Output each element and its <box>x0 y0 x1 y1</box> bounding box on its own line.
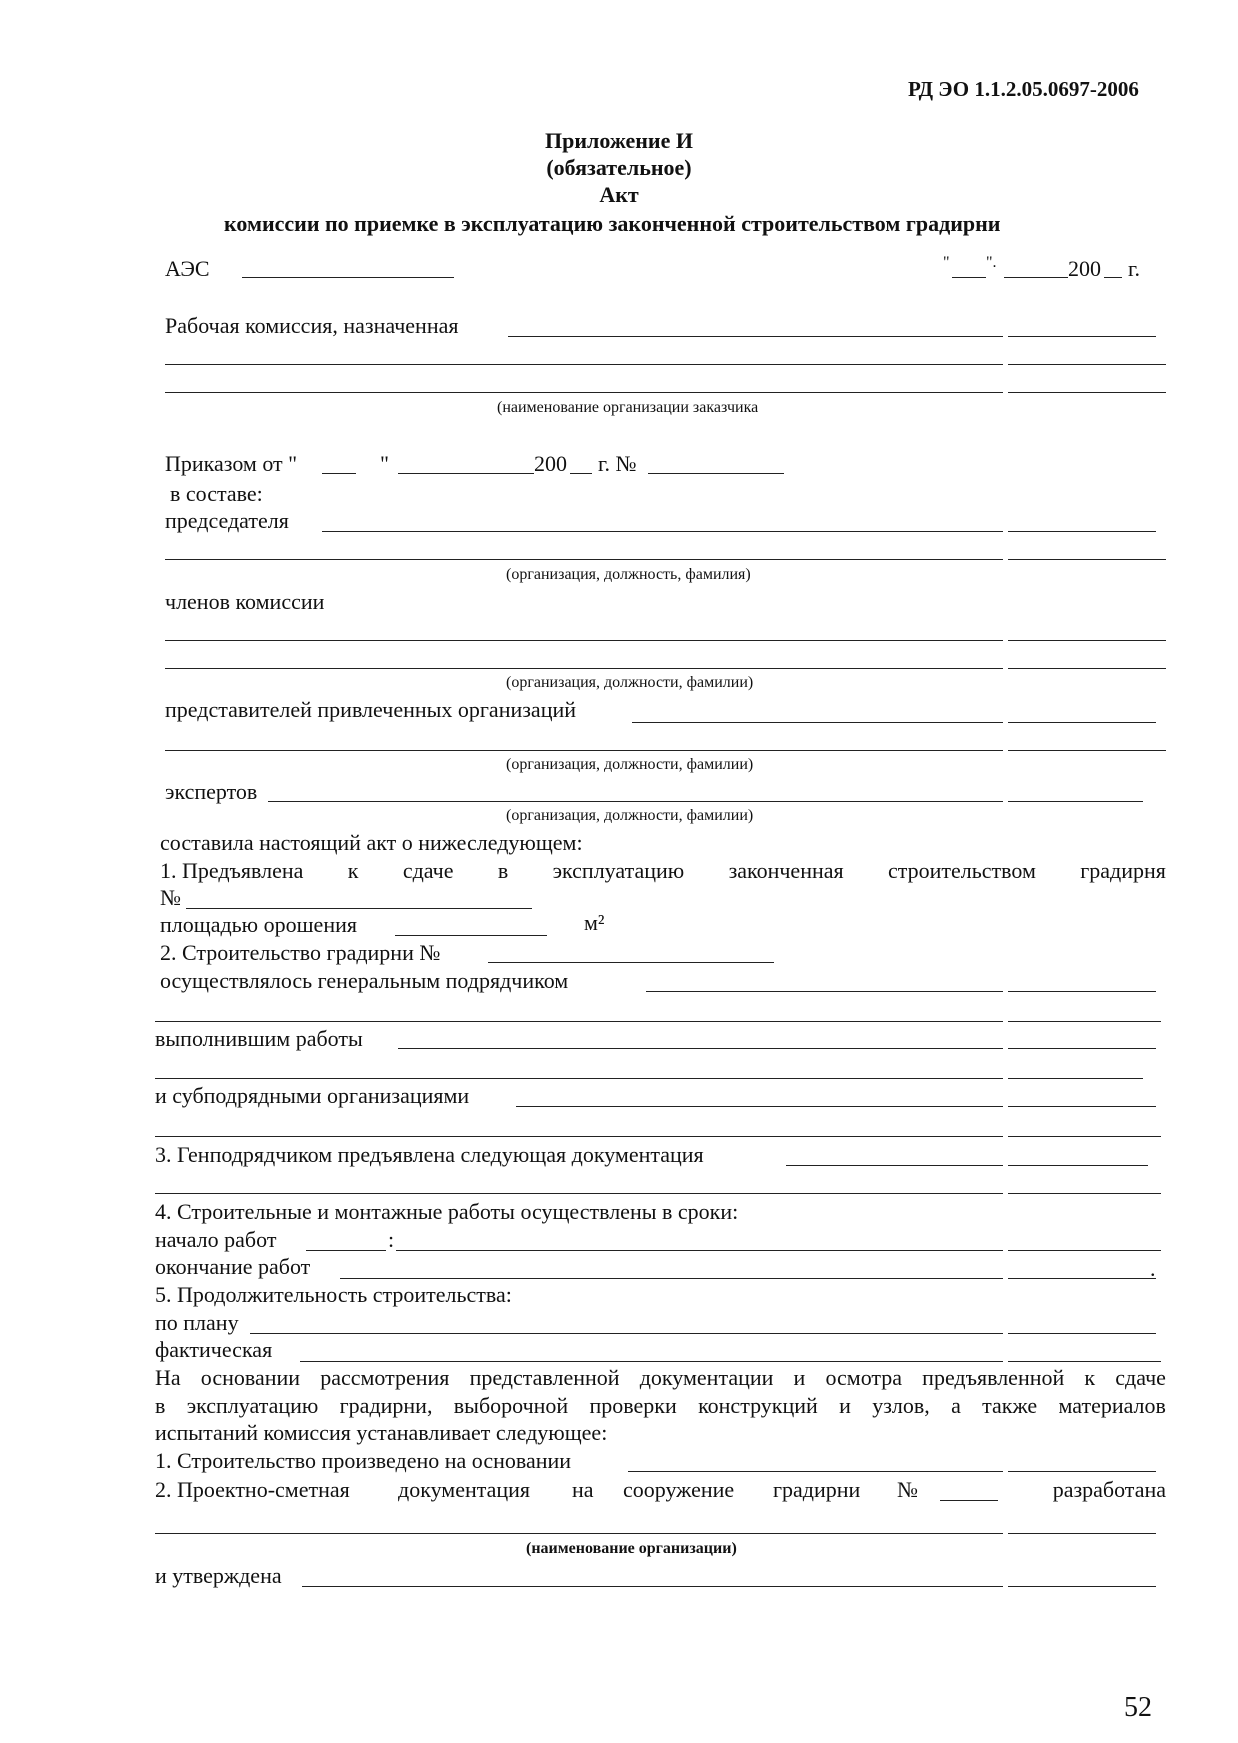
approved-field[interactable] <box>302 1586 1003 1587</box>
members-caption: (организация, должности, фамилии) <box>506 674 754 691</box>
subcontractors-label: и субподрядными организациями <box>155 1083 470 1108</box>
act-subtitle: комиссии по приемке в эксплуатацию законченной строительством градирни <box>224 211 1001 236</box>
date-month-field[interactable] <box>1004 277 1068 278</box>
para-word: конструкций <box>698 1393 818 1418</box>
para-word: На <box>155 1365 181 1390</box>
actual-field[interactable] <box>300 1361 1003 1362</box>
para-word: а <box>951 1393 961 1418</box>
para-word: выборочной <box>453 1393 569 1418</box>
subcontractors-field[interactable] <box>516 1106 1003 1107</box>
subcontractors-field[interactable] <box>155 1136 1003 1137</box>
commission-label: Рабочая комиссия, назначенная <box>165 313 459 338</box>
commission-field[interactable] <box>1008 392 1166 393</box>
performed-field[interactable] <box>398 1048 1003 1049</box>
finding1-label: 1. Строительство произведено на основании <box>155 1448 572 1473</box>
para-word: к <box>1084 1365 1096 1390</box>
appendix-title: Приложение И <box>545 128 693 153</box>
order-quote-close: " <box>380 451 389 476</box>
order-month-field[interactable] <box>398 473 534 474</box>
aes-label: АЭС <box>165 256 210 281</box>
para-word: в <box>155 1393 166 1418</box>
item2-label: 2. Строительство градирни № <box>160 940 441 965</box>
order-year-field[interactable] <box>570 473 592 474</box>
representatives-field[interactable] <box>632 722 1003 723</box>
experts-field[interactable] <box>1008 801 1143 802</box>
performed-label: выполнившим работы <box>155 1026 363 1051</box>
end-field[interactable] <box>340 1278 1003 1279</box>
experts-field[interactable] <box>268 801 1003 802</box>
chairman-caption: (организация, должность, фамилия) <box>506 566 751 583</box>
finding2-line <box>155 1477 1166 1503</box>
performed-field[interactable] <box>1008 1048 1156 1049</box>
actual-label: фактическая <box>155 1337 273 1362</box>
commission-field[interactable] <box>1008 364 1166 365</box>
representatives-field[interactable] <box>1008 750 1166 751</box>
start-field[interactable] <box>396 1250 1003 1251</box>
developer-field[interactable] <box>155 1533 1003 1534</box>
finding2-word: № <box>897 1477 918 1502</box>
members-field[interactable] <box>165 668 1003 669</box>
finding1-field[interactable] <box>628 1471 1003 1472</box>
commission-field[interactable] <box>508 336 1003 337</box>
item4-label: 4. Строительные и монтажные работы осуществлены в сроки: <box>155 1199 739 1224</box>
item3-field[interactable] <box>155 1193 1003 1194</box>
para-word: и <box>839 1393 851 1418</box>
item1-word: строительством <box>887 858 1036 883</box>
para-word: основании <box>200 1365 301 1390</box>
general-contractor-field[interactable] <box>1008 1021 1161 1022</box>
commission-field[interactable] <box>165 364 1003 365</box>
findings-paragraph-line: испытаний комиссия устанавливает следующее: <box>155 1420 608 1445</box>
item3-field[interactable] <box>1008 1165 1148 1166</box>
general-contractor-field[interactable] <box>155 1021 1003 1022</box>
finding2-word: 2. Проектно-сметная <box>155 1477 350 1502</box>
members-field[interactable] <box>165 640 1003 641</box>
item2-number-field[interactable] <box>488 962 774 963</box>
item3-label: 3. Генподрядчиком предъявлена следующая документация <box>155 1142 704 1167</box>
actual-field[interactable] <box>1008 1361 1161 1362</box>
chairman-field[interactable] <box>1008 531 1156 532</box>
date-quote-close: ". <box>986 254 997 271</box>
chairman-label: председателя <box>165 508 289 533</box>
item1-number-field[interactable] <box>186 908 532 909</box>
commission-field[interactable] <box>165 392 1003 393</box>
item1-word: к <box>347 858 359 883</box>
para-word: эксплуатацию <box>186 1393 319 1418</box>
finding2-word: документация <box>398 1477 531 1502</box>
appendix-status: (обязательное) <box>546 155 692 180</box>
plan-label: по плану <box>155 1310 239 1335</box>
finding2-dev: разработана <box>1052 1477 1166 1502</box>
para-word: документации <box>639 1365 774 1390</box>
representatives-caption: (организация, должности, фамилии) <box>506 756 754 773</box>
para-word: предъявленной <box>922 1365 1065 1390</box>
finding2-number-field[interactable] <box>940 1500 998 1501</box>
date-year-field[interactable] <box>1104 277 1122 278</box>
para-word: сдаче <box>1115 1365 1166 1390</box>
start-field[interactable] <box>1008 1250 1161 1251</box>
experts-caption: (организация, должности, фамилии) <box>506 807 754 824</box>
para-word: также <box>982 1393 1038 1418</box>
chairman-field[interactable] <box>322 531 1003 532</box>
finding1-field[interactable] <box>1008 1471 1156 1472</box>
general-contractor-label: осуществлялось генеральным подрядчиком <box>160 968 569 993</box>
chairman-field[interactable] <box>165 559 1003 560</box>
general-contractor-field[interactable] <box>1008 991 1156 992</box>
commission-caption: (наименование организации заказчика <box>497 399 759 416</box>
order-year-prefix: 200 <box>534 451 567 476</box>
performed-field[interactable] <box>155 1078 1003 1079</box>
start-colon: : <box>388 1227 395 1252</box>
finding2-word: градирни <box>773 1477 861 1502</box>
start-label: начало работ <box>155 1227 277 1252</box>
date-year-suffix: г. <box>1128 256 1141 281</box>
order-number-field[interactable] <box>648 473 784 474</box>
approved-field[interactable] <box>1008 1586 1156 1587</box>
act-title: Акт <box>599 182 639 207</box>
subcontractors-field[interactable] <box>1008 1106 1156 1107</box>
plan-field[interactable] <box>250 1333 1003 1334</box>
commission-field[interactable] <box>1008 336 1156 337</box>
order-day-field[interactable] <box>322 473 356 474</box>
item3-field[interactable] <box>1008 1193 1161 1194</box>
area-unit: м² <box>584 910 605 935</box>
representatives-label: представителей привлеченных организаций <box>165 697 577 722</box>
experts-label: экспертов <box>165 779 258 804</box>
para-word: и <box>793 1365 806 1390</box>
general-contractor-field[interactable] <box>646 991 1003 992</box>
end-dot: . <box>1150 1256 1156 1281</box>
developer-caption: (наименование организации) <box>526 1540 737 1557</box>
area-label: площадью орошения <box>160 912 357 937</box>
date-quote-open: " <box>943 254 950 271</box>
plan-field[interactable] <box>1008 1333 1156 1334</box>
para-word: проверки <box>589 1393 677 1418</box>
performed-field[interactable] <box>1008 1078 1143 1079</box>
para-word: осмотра <box>825 1365 903 1390</box>
members-field[interactable] <box>1008 668 1166 669</box>
area-field[interactable] <box>395 935 547 936</box>
members-label: членов комиссии <box>165 589 325 614</box>
item1-number-label: № <box>160 885 181 910</box>
page-number: 52 <box>1124 1692 1152 1723</box>
order-label: Приказом от " <box>165 451 298 476</box>
finding2-word: на <box>572 1477 594 1502</box>
end-label: окончание работ <box>155 1254 311 1279</box>
finding2-word: сооружение <box>623 1477 735 1502</box>
composition-label: в составе: <box>170 481 263 506</box>
item3-field[interactable] <box>786 1165 1003 1166</box>
order-number-label: г. № <box>598 451 637 476</box>
date-day-field[interactable] <box>952 277 986 278</box>
approved-label: и утверждена <box>155 1563 282 1588</box>
item1-word: эксплуатацию <box>552 858 685 883</box>
item1-line <box>160 858 1166 884</box>
date-year-prefix: 200 <box>1068 256 1101 281</box>
end-field[interactable] <box>1008 1278 1156 1279</box>
para-word: узлов, <box>872 1393 930 1418</box>
item5-label: 5. Продолжительность строительства: <box>155 1282 512 1307</box>
representatives-field[interactable] <box>1008 722 1156 723</box>
para-word: рассмотрения <box>320 1365 450 1390</box>
item1-word: градирня <box>1080 858 1166 883</box>
developer-field[interactable] <box>1008 1533 1156 1534</box>
representatives-field[interactable] <box>165 750 1003 751</box>
para-word: градирни, <box>339 1393 433 1418</box>
item1-word: 1. Предъявлена <box>160 858 304 883</box>
members-field[interactable] <box>1008 640 1166 641</box>
findings-paragraph-line <box>155 1393 1166 1419</box>
aes-field[interactable] <box>242 277 454 278</box>
item1-word: сдаче <box>402 858 454 883</box>
para-word: материалов <box>1058 1393 1166 1418</box>
start-date-field[interactable] <box>306 1250 386 1251</box>
item1-word: в <box>497 858 509 883</box>
item1-word: законченная <box>728 858 844 883</box>
compiled-statement: составила настоящий акт о нижеследующем: <box>160 830 583 855</box>
subcontractors-field[interactable] <box>1008 1136 1161 1137</box>
para-word: представленной <box>469 1365 620 1390</box>
document-code: РД ЭО 1.1.2.05.0697-2006 <box>908 77 1139 101</box>
findings-paragraph-line <box>155 1365 1166 1391</box>
chairman-field[interactable] <box>1008 559 1166 560</box>
